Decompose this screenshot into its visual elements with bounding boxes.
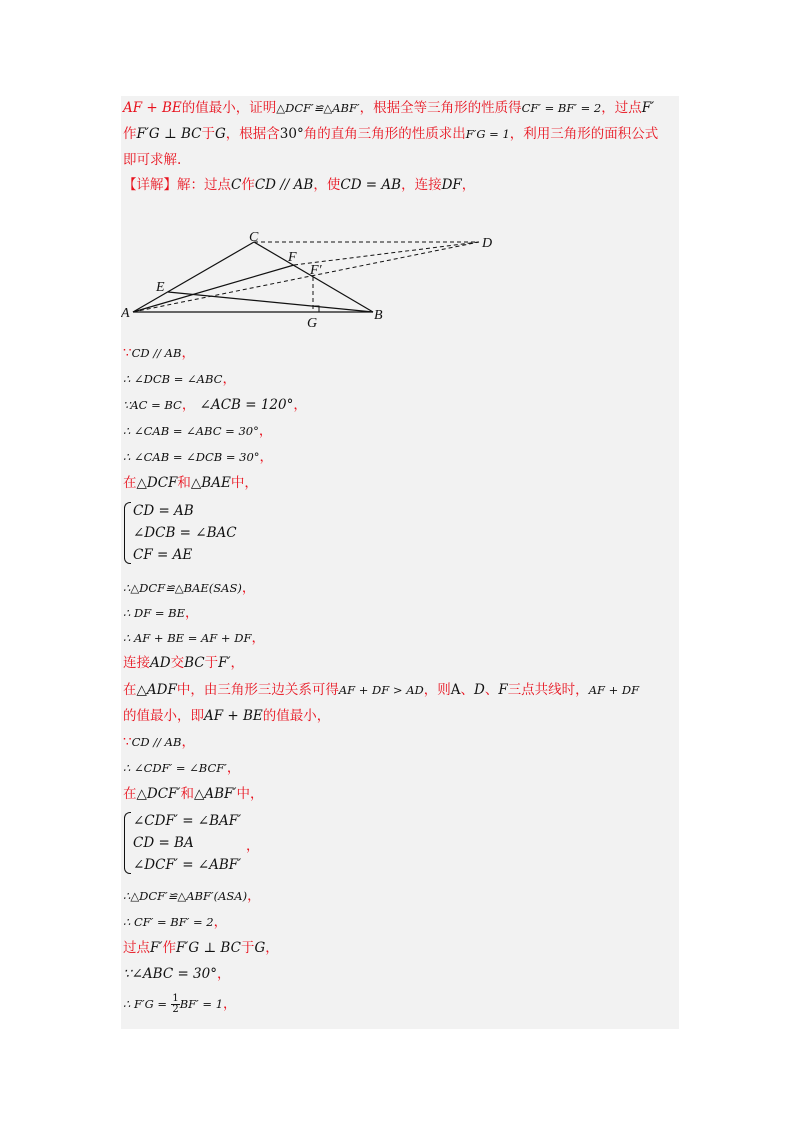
step-18: 过点F′作F′G ⊥ BC于G， [123,940,279,956]
segment-EB [168,292,373,312]
geometry-figure [121,225,511,335]
step-7: ∴△DCF≌△BAE(SAS)， [123,580,256,596]
label-B: B [374,308,383,323]
label-E: E [156,280,165,295]
label-G: G [307,316,318,331]
segment-FD [294,242,479,265]
step-3: ∵AC = BC， ∠ACB = 120°， [123,397,307,413]
brace-system-1: CD = AB ∠DCB = ∠BAC CF = AE [123,500,237,566]
step-14: ∴ ∠CDF′ = ∠BCF′， [123,760,241,776]
step-16: ∴△DCF′≌△ABF′(ASA)， [123,888,261,904]
label-C: C [249,230,259,245]
segment-AC [133,242,254,312]
step-4: ∴ ∠CAB = ∠ABC = 30°， [123,423,273,439]
label-F: F [288,250,297,265]
intro-line-1: AF + BE的值最小，证明△DCF′≌△ABF′，根据全等三角形的性质得CF′ = BF′ = 2，过点F′ [123,100,655,116]
step-19: ∵∠ABC = 30°， [123,966,231,982]
fraction-half: $\frac{1}{2}$ [172,993,179,1015]
step-5: ∴ ∠CAB = ∠DCB = 30°， [123,449,274,465]
step-15: 在△DCF′和△ABF′中， [123,786,264,802]
step-2: ∴ ∠DCB = ∠ABC， [123,371,236,387]
segment-AD [133,242,479,312]
step-6: 在△DCF和△BAE中， [123,475,258,491]
detail-line: 【详解】解：过点C作CD // AB，使CD = AB，连接DF， [123,177,476,193]
detail-tag: 【详解】 [123,177,177,193]
step-17: ∴ CF′ = BF′ = 2， [123,914,228,930]
label-A: A [121,306,130,321]
step-9: ∴ AF + BE = AF + DF， [123,630,265,646]
label-Fp: F′ [310,263,322,278]
intro-line-3: 即可求解. [123,152,182,168]
label-D: D [482,236,493,251]
step-13: ∵CD // AB， [123,734,195,750]
step-1: ∵CD // AB， [123,345,195,361]
step-20: ∴ F′G = $\frac{1}{2}$ BF′ = 1， [123,993,237,1015]
brace-2-comma: ， [246,838,260,854]
brace-system-2: ∠CDF′ = ∠BAF′ CD = BA ∠DCF′ = ∠ABF′ [123,810,241,876]
step-8: ∴ DF = BE， [123,605,199,621]
step-10: 连接AD交BC于F′， [123,655,245,671]
step-12: 的值最小，即AF + BE的值最小， [123,708,331,724]
intro-line-2: 作F′G ⊥ BC于G，根据含30°角的直角三角形的性质求出F′G = 1，利用三角形的面积公式 [123,126,659,142]
step-11: 在△ADF中，由三角形三边关系可得AF + DF > AD，则A、D、F三点共线时，AF + DF [123,682,640,698]
